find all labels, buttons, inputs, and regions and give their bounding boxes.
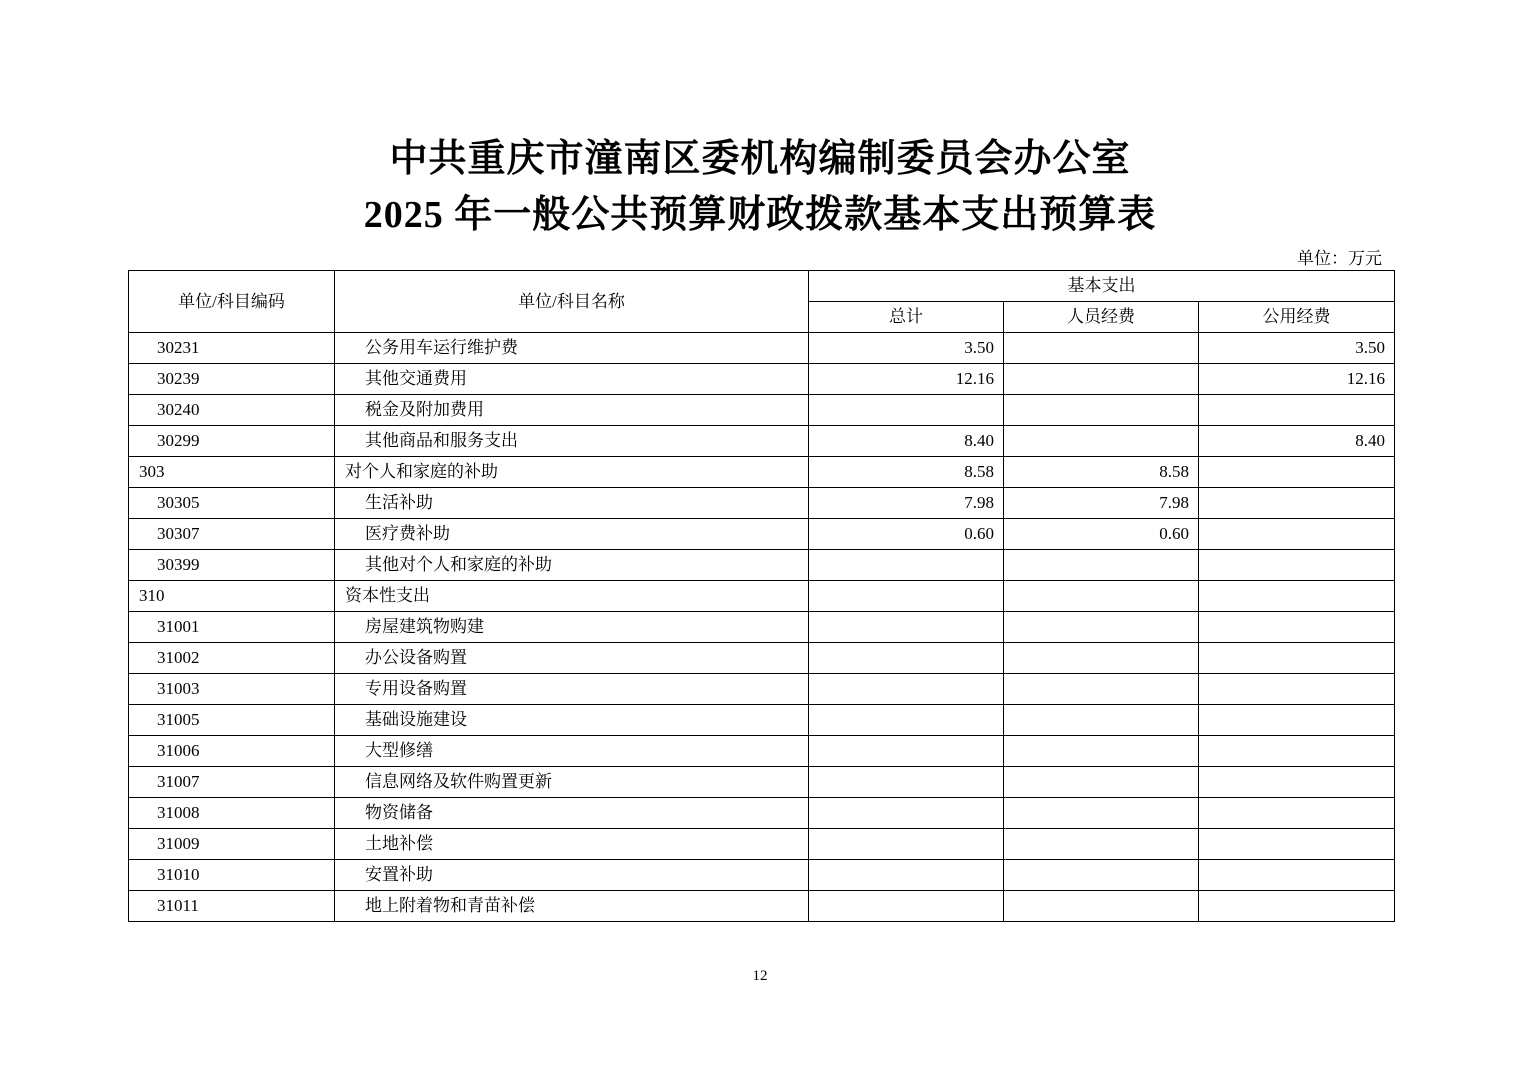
cell-personnel: 8.58 bbox=[1004, 457, 1199, 488]
cell-public bbox=[1199, 550, 1395, 581]
header-personnel: 人员经费 bbox=[1004, 302, 1199, 333]
cell-public bbox=[1199, 643, 1395, 674]
cell-personnel bbox=[1004, 674, 1199, 705]
cell-total: 12.16 bbox=[809, 364, 1004, 395]
cell-public bbox=[1199, 736, 1395, 767]
table-row bbox=[129, 829, 1395, 860]
cell-total: 0.60 bbox=[809, 519, 1004, 550]
cell-code: 30299 bbox=[129, 426, 335, 457]
cell-name: 税金及附加费用 bbox=[335, 395, 809, 426]
table-body bbox=[129, 333, 1395, 922]
document-subtitle: 2025 年一般公共预算财政拨款基本支出预算表 bbox=[363, 194, 1157, 236]
cell-public: 3.50 bbox=[1199, 333, 1395, 364]
table-row bbox=[129, 736, 1395, 767]
cell-name: 安置补助 bbox=[335, 860, 809, 891]
table-row bbox=[129, 674, 1395, 705]
table-row bbox=[129, 364, 1395, 395]
table-row bbox=[129, 860, 1395, 891]
cell-public bbox=[1199, 891, 1395, 922]
cell-personnel bbox=[1004, 767, 1199, 798]
header-total: 总计 bbox=[809, 302, 1004, 333]
cell-code: 30239 bbox=[129, 364, 335, 395]
cell-name: 基础设施建设 bbox=[335, 705, 809, 736]
cell-personnel bbox=[1004, 333, 1199, 364]
cell-public bbox=[1199, 581, 1395, 612]
table-row bbox=[129, 705, 1395, 736]
cell-code: 31005 bbox=[129, 705, 335, 736]
cell-personnel bbox=[1004, 581, 1199, 612]
cell-public bbox=[1199, 519, 1395, 550]
cell-name: 房屋建筑物购建 bbox=[335, 612, 809, 643]
cell-total: 3.50 bbox=[809, 333, 1004, 364]
cell-personnel bbox=[1004, 829, 1199, 860]
table-row bbox=[129, 643, 1395, 674]
cell-code: 31010 bbox=[129, 860, 335, 891]
cell-code: 303 bbox=[129, 457, 335, 488]
table-row bbox=[129, 891, 1395, 922]
cell-personnel bbox=[1004, 612, 1199, 643]
cell-name: 其他商品和服务支出 bbox=[335, 426, 809, 457]
table-row bbox=[129, 457, 1395, 488]
cell-total bbox=[809, 705, 1004, 736]
cell-public bbox=[1199, 767, 1395, 798]
table-row bbox=[129, 550, 1395, 581]
cell-public bbox=[1199, 705, 1395, 736]
cell-name: 公务用车运行维护费 bbox=[335, 333, 809, 364]
cell-total bbox=[809, 891, 1004, 922]
cell-code: 31001 bbox=[129, 612, 335, 643]
cell-total bbox=[809, 612, 1004, 643]
cell-code: 30240 bbox=[129, 395, 335, 426]
cell-code: 30307 bbox=[129, 519, 335, 550]
cell-name: 生活补助 bbox=[335, 488, 809, 519]
cell-total bbox=[809, 395, 1004, 426]
cell-code: 31007 bbox=[129, 767, 335, 798]
cell-personnel bbox=[1004, 705, 1199, 736]
budget-table bbox=[128, 270, 1395, 922]
cell-name: 医疗费补助 bbox=[335, 519, 809, 550]
table-row bbox=[129, 426, 1395, 457]
cell-name: 物资储备 bbox=[335, 798, 809, 829]
table-row bbox=[129, 333, 1395, 364]
cell-name: 大型修缮 bbox=[335, 736, 809, 767]
cell-name: 信息网络及软件购置更新 bbox=[335, 767, 809, 798]
cell-code: 30305 bbox=[129, 488, 335, 519]
cell-name: 对个人和家庭的补助 bbox=[335, 457, 809, 488]
table-row bbox=[129, 395, 1395, 426]
table-row bbox=[129, 798, 1395, 829]
cell-personnel bbox=[1004, 395, 1199, 426]
table-row bbox=[129, 488, 1395, 519]
document-title: 中共重庆市潼南区委机构编制委员会办公室 bbox=[389, 138, 1131, 180]
cell-personnel bbox=[1004, 643, 1199, 674]
cell-code: 31003 bbox=[129, 674, 335, 705]
cell-public bbox=[1199, 457, 1395, 488]
cell-name: 其他对个人和家庭的补助 bbox=[335, 550, 809, 581]
cell-public bbox=[1199, 674, 1395, 705]
cell-personnel bbox=[1004, 550, 1199, 581]
cell-name: 其他交通费用 bbox=[335, 364, 809, 395]
cell-name: 专用设备购置 bbox=[335, 674, 809, 705]
cell-total: 7.98 bbox=[809, 488, 1004, 519]
cell-total bbox=[809, 767, 1004, 798]
cell-code: 30399 bbox=[129, 550, 335, 581]
cell-personnel bbox=[1004, 798, 1199, 829]
cell-total bbox=[809, 829, 1004, 860]
cell-public: 8.40 bbox=[1199, 426, 1395, 457]
cell-total bbox=[809, 798, 1004, 829]
cell-personnel: 0.60 bbox=[1004, 519, 1199, 550]
cell-total bbox=[809, 674, 1004, 705]
cell-name: 土地补偿 bbox=[335, 829, 809, 860]
cell-public bbox=[1199, 798, 1395, 829]
cell-personnel: 7.98 bbox=[1004, 488, 1199, 519]
cell-code: 310 bbox=[129, 581, 335, 612]
table-row bbox=[129, 519, 1395, 550]
cell-personnel bbox=[1004, 364, 1199, 395]
cell-public bbox=[1199, 395, 1395, 426]
cell-public bbox=[1199, 860, 1395, 891]
cell-total: 8.40 bbox=[809, 426, 1004, 457]
cell-personnel bbox=[1004, 426, 1199, 457]
header-code: 单位/科目编码 bbox=[129, 271, 335, 333]
table-row bbox=[129, 612, 1395, 643]
header-public: 公用经费 bbox=[1199, 302, 1395, 333]
cell-total bbox=[809, 581, 1004, 612]
cell-public bbox=[1199, 612, 1395, 643]
cell-public bbox=[1199, 488, 1395, 519]
cell-name: 地上附着物和青苗补偿 bbox=[335, 891, 809, 922]
page-number: 12 bbox=[752, 968, 768, 984]
cell-total bbox=[809, 736, 1004, 767]
header-basic-expenditure: 基本支出 bbox=[809, 271, 1395, 302]
cell-total bbox=[809, 643, 1004, 674]
cell-total bbox=[809, 550, 1004, 581]
cell-name: 办公设备购置 bbox=[335, 643, 809, 674]
cell-total bbox=[809, 860, 1004, 891]
unit-label: 单位：万元 bbox=[1297, 249, 1382, 268]
table-row bbox=[129, 581, 1395, 612]
cell-code: 31011 bbox=[129, 891, 335, 922]
cell-total: 8.58 bbox=[809, 457, 1004, 488]
table-row bbox=[129, 767, 1395, 798]
cell-code: 31008 bbox=[129, 798, 335, 829]
cell-personnel bbox=[1004, 891, 1199, 922]
cell-code: 31002 bbox=[129, 643, 335, 674]
cell-personnel bbox=[1004, 736, 1199, 767]
header-name: 单位/科目名称 bbox=[335, 271, 809, 333]
cell-public: 12.16 bbox=[1199, 364, 1395, 395]
cell-code: 31009 bbox=[129, 829, 335, 860]
cell-personnel bbox=[1004, 860, 1199, 891]
cell-public bbox=[1199, 829, 1395, 860]
cell-code: 30231 bbox=[129, 333, 335, 364]
cell-code: 31006 bbox=[129, 736, 335, 767]
cell-name: 资本性支出 bbox=[335, 581, 809, 612]
